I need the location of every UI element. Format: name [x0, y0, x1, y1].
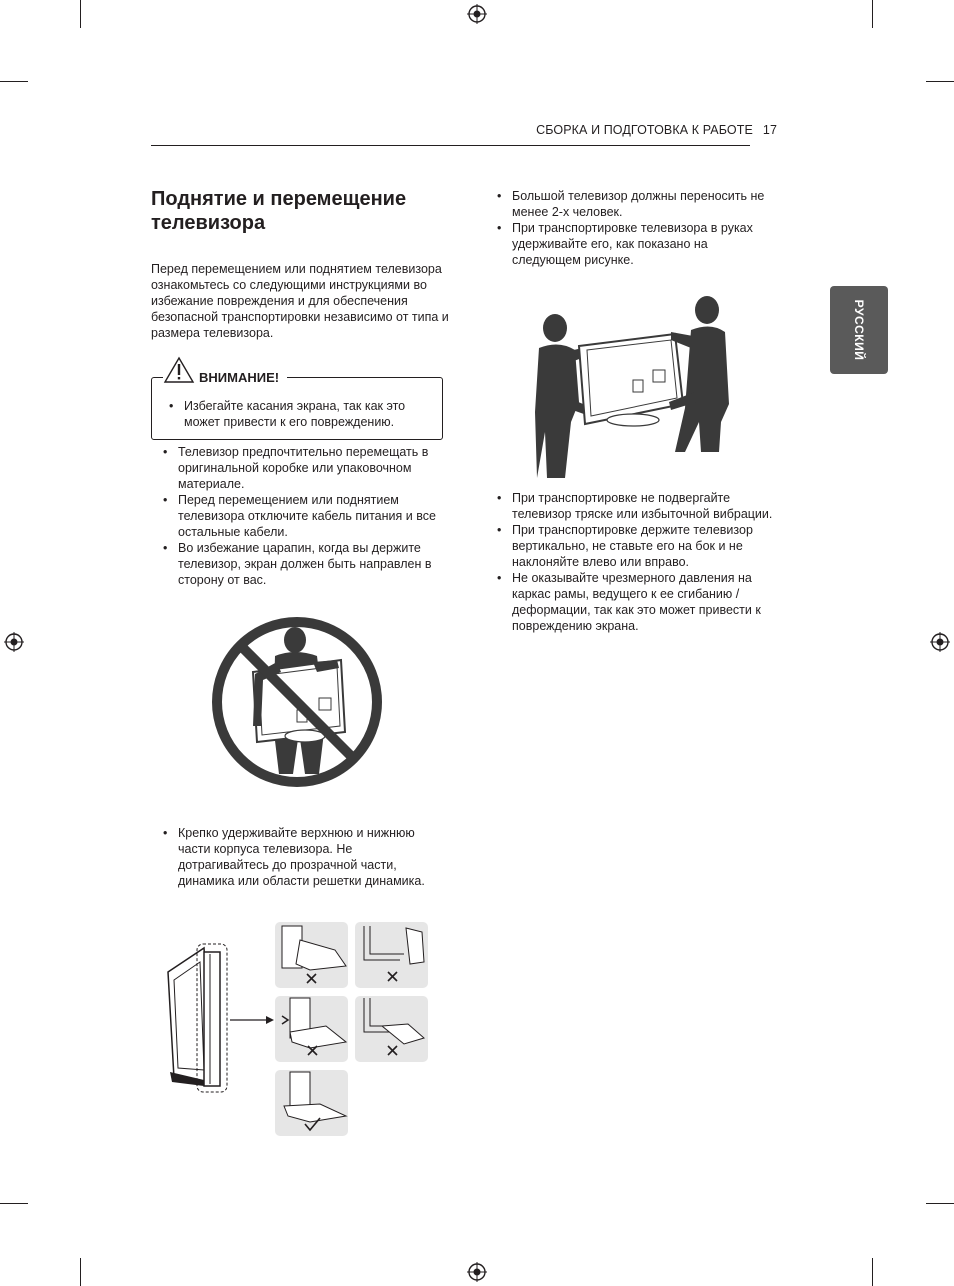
- grip-panel-wrong: [275, 996, 348, 1062]
- list-item: • Перед перемещением или поднятием телевизора отключите кабель питания и все остальные кабели.: [162, 492, 446, 540]
- crop-mark: [872, 1258, 873, 1286]
- list-item: • Избегайте касания экрана, так как это может привести к его повреждению.: [168, 398, 430, 430]
- page-number: 17: [762, 123, 777, 137]
- tv-side-view: [168, 944, 227, 1092]
- intro-paragraph: Перед перемещением или поднятием телевизора ознакомьтесь со следующими инструкциями во избежание повреждения и для обеспечения безопасной транспортировки независимо от типа и размера телевизора.: [151, 262, 449, 340]
- running-title: СБОРКА И ПОДГОТОВКА К РАБОТЕ: [536, 123, 753, 137]
- grip-panel-wrong: [355, 996, 428, 1062]
- registration-mark-icon: [4, 632, 24, 652]
- language-tab-label: РУССКИЙ: [852, 299, 866, 361]
- language-tab: [830, 286, 888, 374]
- caution-label: ВНИМАНИЕ!: [199, 370, 280, 385]
- list-item: • Крепко удерживайте верхнюю и нижнюю части корпуса телевизора. Не дотрагивайтесь до прозрачной части, динамика или области решетки динамика.: [162, 825, 446, 889]
- tv-shape: [579, 334, 683, 426]
- caution-list: [168, 398, 430, 430]
- person-head: [695, 296, 719, 324]
- person-head: [543, 314, 567, 342]
- warning-triangle-icon: [163, 356, 195, 384]
- grip-panel-wrong: [275, 922, 348, 988]
- right-bullet-list-2: [496, 490, 780, 634]
- registration-mark-icon: [930, 632, 950, 652]
- registration-mark-icon: [467, 4, 487, 24]
- list-item: • Во избежание царапин, когда вы держите телевизор, экран должен быть направлен в сторону от вас.: [162, 540, 446, 588]
- right-bullet-list: [496, 188, 780, 268]
- crop-mark: [0, 81, 28, 82]
- list-item: • Большой телевизор должны переносить не менее 2-х человек.: [496, 188, 780, 220]
- crop-mark: [872, 0, 873, 28]
- crop-mark: [926, 1203, 954, 1204]
- left-bullet-list-2: [162, 825, 446, 889]
- person-body: [535, 344, 579, 478]
- person-body: [675, 326, 729, 452]
- crop-mark: [80, 1258, 81, 1286]
- crop-mark: [926, 81, 954, 82]
- list-item: • Телевизор предпочтительно перемещать в оригинальной коробке или упаковочном материале.: [162, 444, 446, 492]
- left-bullet-list: [162, 444, 446, 588]
- list-item: • Не оказывайте чрезмерного давления на каркас рамы, ведущего к ее сгибанию / деформации, так как это может привести к повреждению экрана.: [496, 570, 780, 634]
- running-header: [500, 123, 777, 137]
- list-item: • При транспортировке телевизора в руках удерживайте его, как показано на следующем рисунке.: [496, 220, 780, 268]
- header-rule: [151, 145, 750, 146]
- section-title: Поднятие и перемещение телевизора: [151, 188, 407, 234]
- person-head: [284, 627, 306, 653]
- grip-panel-wrong: [355, 922, 428, 988]
- crop-mark: [80, 0, 81, 28]
- two-person-carry-illustration: [535, 292, 735, 480]
- caution-heading: [163, 354, 287, 384]
- registration-mark-icon: [467, 1262, 487, 1282]
- caution-box: [151, 377, 443, 440]
- arrow-head-icon: [266, 1016, 274, 1024]
- list-item: • При транспортировке не подвергайте телевизор тряске или избыточной вибрации.: [496, 490, 780, 522]
- crop-mark: [0, 1203, 28, 1204]
- grip-panel-correct: [275, 1070, 348, 1136]
- prohibited-carry-illustration: [209, 614, 385, 790]
- list-item: • При транспортировке держите телевизор вертикально, не ставьте его на бок и не наклоняйте влево или вправо.: [496, 522, 780, 570]
- grip-illustration: [160, 920, 432, 1140]
